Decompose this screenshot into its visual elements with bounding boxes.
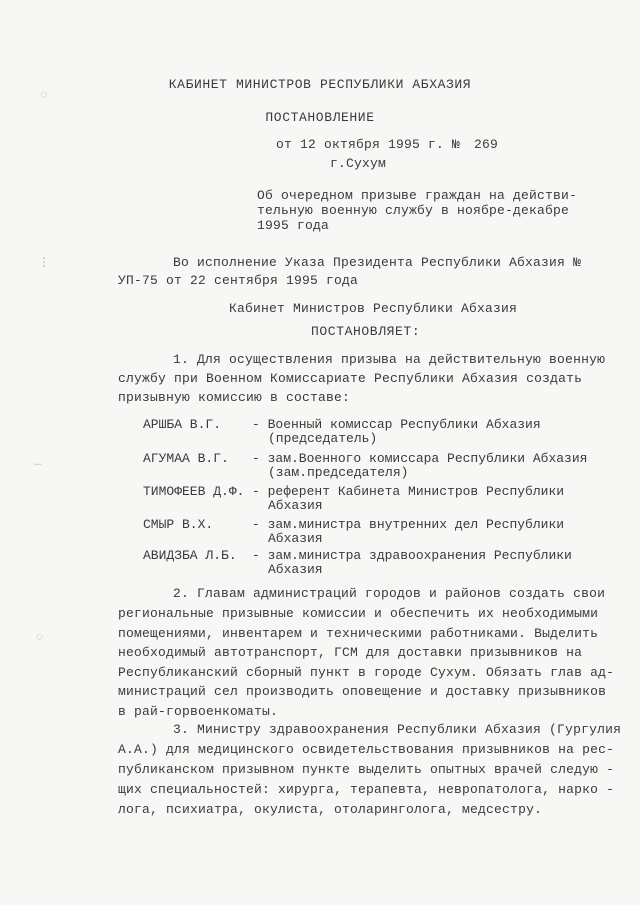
subject-line-3: 1995 года (257, 218, 330, 233)
point3-line: публиканском призывном пункте выделить опытных врачей следую - (118, 762, 615, 777)
point2-line: в рай-горвоенкоматы. (118, 704, 279, 719)
date-text: от 12 октября 1995 г. № (276, 137, 461, 152)
point3-line: 3. Министру здравоохранения Республики Абхазия (Гургулия (173, 722, 622, 737)
point2-line: министраций сел производить оповещение и доставку призывников (118, 684, 607, 699)
document-number: 269 (474, 137, 499, 152)
member-role-cont: Абхазия (268, 562, 323, 577)
resolves-heading: ПОСТАНОВЛЯЕТ: (311, 324, 421, 339)
intro-line-1: Во исполнение Указа Президента Республики Абхазия № (173, 255, 582, 270)
member-role-cont: Абхазия (268, 498, 323, 513)
member-name: АВИДЗБА Л.Б. (143, 548, 237, 563)
member-role: - зам.Военного комиссара Республики Абхазия (252, 451, 588, 466)
cabinet-line: Кабинет Министров Республики Абхазия (229, 301, 518, 316)
organization-title: КАБИНЕТ МИНИСТРОВ РЕСПУБЛИКИ АБХАЗИЯ (168, 77, 472, 92)
member-role: - зам.министра внутренних дел Республики (252, 517, 565, 532)
point2-line: необходимый автотранспорт, ГСМ для доставки призывников на (118, 645, 583, 660)
member-role: - референт Кабинета Министров Республики (252, 484, 565, 499)
intro-line-2: УП-75 от 22 сентября 1995 года (118, 273, 359, 288)
member-role-cont: (председатель) (268, 431, 378, 446)
margin-mark: … (34, 455, 42, 469)
point3-line: лога, психиатра, окулиста, отоларинголога, медсестру. (118, 802, 543, 817)
member-role-cont: (зам.председателя) (268, 465, 409, 480)
member-role-cont: Абхазия (268, 531, 323, 546)
point2-line: помещениями, инвентарем и техническими работниками. Выделить (118, 626, 599, 641)
point3-line: А.А.) для медицинского освидетельствования призывников на рес- (118, 742, 615, 757)
point1-line-2: службу при Военном Комиссариате Республики Абхазия создать (118, 371, 583, 386)
member-name: СМЫР В.Х. (143, 517, 214, 532)
margin-mark: ◌ (36, 630, 44, 644)
point1-line-3: призывную комиссию в составе: (118, 390, 351, 405)
point2-line: региональные призывные комиссии и обеспечить их необходимыми (118, 606, 599, 621)
margin-mark: ◌ (40, 88, 48, 102)
subject-line-2: тельную военную службу в ноябре-декабре (257, 203, 570, 218)
subject-line-1: Об очередном призыве граждан на действи- (257, 188, 578, 203)
member-role: - зам.министра здравоохранения Республики (252, 548, 572, 563)
document-type: ПОСТАНОВЛЕНИЕ (265, 110, 375, 125)
member-name: ТИМОФЕЕВ Д.Ф. (143, 484, 245, 499)
point3-line: щих специальностей: хирурга, терапевта, невропатолога, нарко - (118, 782, 615, 797)
city: г.Сухум (330, 156, 387, 171)
point2-line: 2. Главам администраций городов и районов создать свои (173, 586, 606, 601)
point2-line: Республиканский сборный пункт в городе Сухум. Обязать глав ад- (118, 665, 615, 680)
date-line (276, 137, 498, 152)
member-name: АГУМАА В.Г. (143, 451, 229, 466)
member-name: АРШБА В.Г. (143, 417, 222, 432)
member-role: - Военный комиссар Республики Абхазия (252, 417, 541, 432)
margin-mark: ⋮ (38, 256, 50, 270)
point1-line-1: 1. Для осуществления призыва на действительную военную (173, 352, 606, 367)
